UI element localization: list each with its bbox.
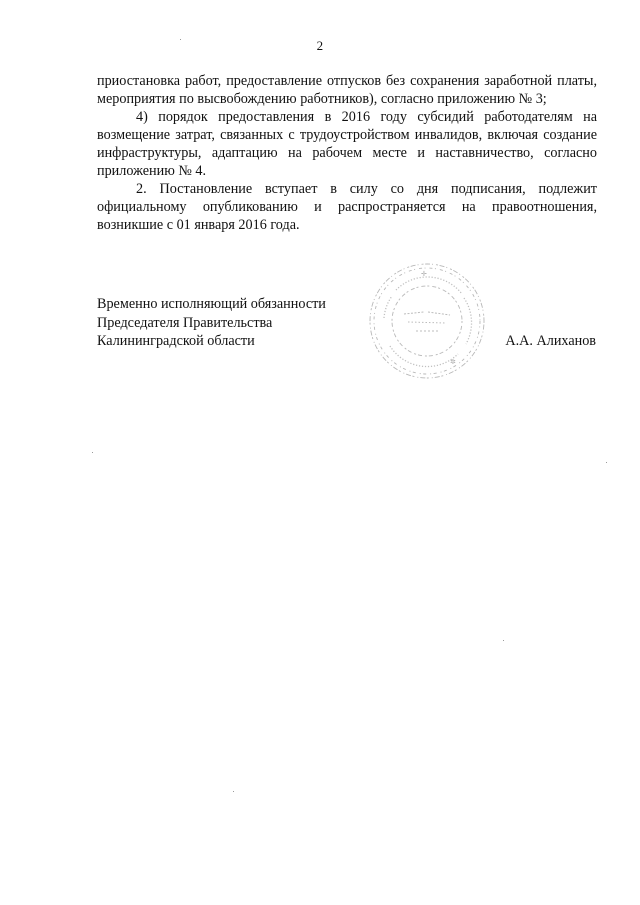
scan-speck (180, 39, 181, 40)
scan-speck (503, 640, 504, 641)
paragraph-clause-2: 2. Постановление вступает в силу со дня подписания, подлежит официальному опубликованию и распространяется на правоотношения, возникшие с 01 января 2016 года. (97, 181, 597, 233)
svg-text:✛: ✛ (421, 270, 427, 278)
signatory-position-line: Калининградской области (97, 333, 255, 349)
svg-text:✲: ✲ (450, 358, 456, 366)
paragraph-continuation: приостановка работ, предоставление отпусков без сохранения заработной платы, мероприятия по высвобождению работников), согласно приложению № 3; (97, 73, 597, 107)
scan-speck (233, 791, 234, 792)
signatory-position (97, 295, 326, 351)
official-seal-stamp (366, 260, 488, 382)
signatory-position-line: Председателя Правительства (97, 314, 273, 331)
paragraph-item-4: 4) порядок предоставления в 2016 году субсидий работодателям на возмещение затрат, связанных с трудоустройством инвалидов, включая создание инфраструктуры, адаптацию на рабочем месте и наставничество, согласно приложению № 4. (97, 109, 597, 179)
signatory-name: А.А. Алиханов (505, 333, 596, 349)
document-body (97, 72, 597, 234)
page-number: 2 (316, 38, 324, 53)
scan-speck (92, 452, 93, 453)
scan-speck (606, 462, 607, 463)
signatory-position-line: Временно исполняющий обязанности (97, 296, 326, 312)
